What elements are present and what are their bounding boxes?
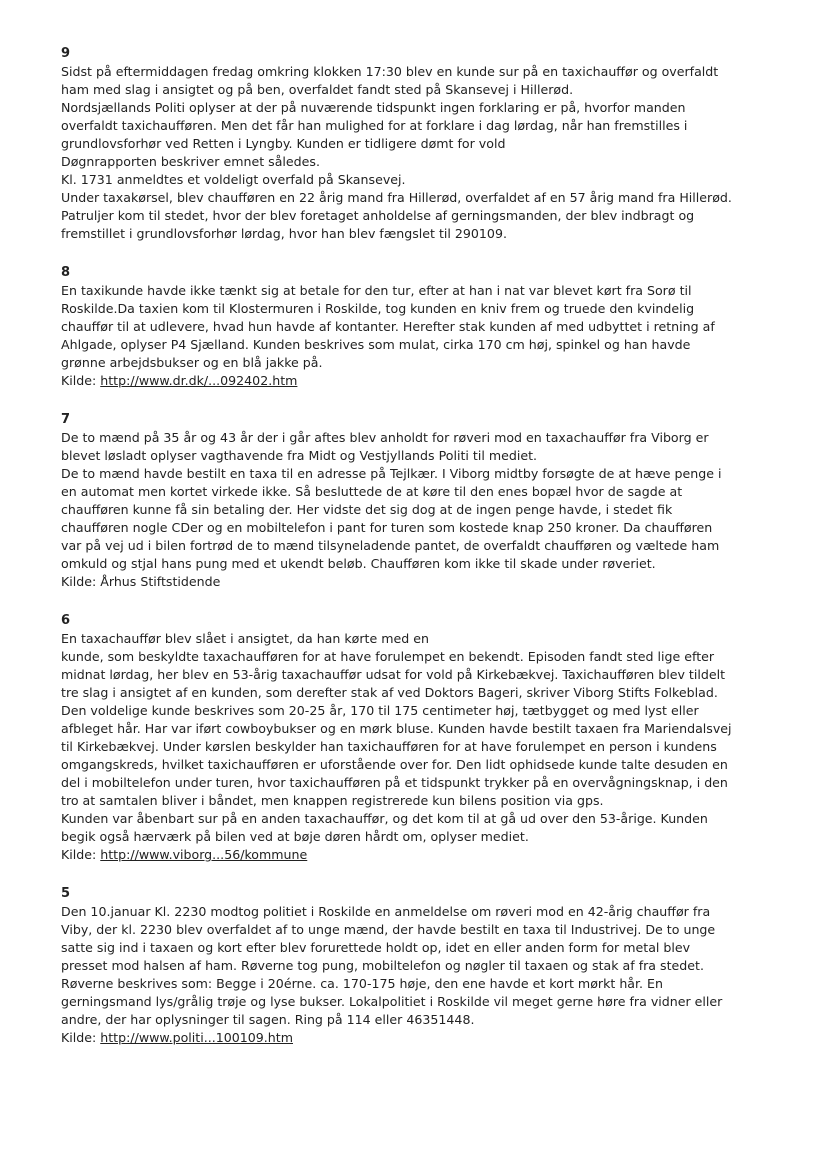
text-line: chaufføren kunne få sin betaling der. Her vidste det sig dog at de ingen penge havde, i stedet fik	[61, 502, 673, 517]
news-item	[61, 885, 790, 1047]
source-link[interactable]: http://www.dr.dk/...092402.htm	[100, 373, 298, 388]
text-line: chaufføren nogle CDer og en mobiltelefon i pant for turen som kostede knap 250 kroner. Da chaufføren	[61, 520, 713, 535]
news-item	[61, 411, 790, 591]
text-line: De to mænd på 35 år og 43 år der i går aftes blev anholdt for røveri mod en taxachauffør fra Viborg er	[61, 430, 709, 445]
text-line: blevet løsladt oplyser vagthavende fra Midt og Vestjyllands Politi til mediet.	[61, 448, 538, 463]
text-line: en automat men kortet virkede ikke. Så besluttede de at køre til den enes bopæl hvor de sagde at	[61, 484, 683, 499]
item-text	[61, 63, 790, 243]
text-line: Døgnrapporten beskriver emnet således.	[61, 154, 320, 169]
text-line: En taxachauffør blev slået i ansigtet, da han kørte med en	[61, 631, 429, 646]
news-item	[61, 612, 790, 864]
text-line: omkuld og stjal hans pung med et ukendt beløb. Chaufføren kom ikke til skade under røveriet.	[61, 556, 656, 571]
text-line: De to mænd havde bestilt en taxa til en adresse på Tejlkær. I Viborg midtby forsøgte de at hæve penge i	[61, 466, 722, 481]
text-line: del i mobiltelefon under turen, hvor taxichaufføren på et tidspunkt trykker på en overvågningsknap, i den	[61, 775, 728, 790]
text-line: Røverne beskrives som: Begge i 20érne. ca. 170-175 høje, den ene havde et kort mørkt hår. En	[61, 976, 663, 991]
news-item	[61, 264, 790, 390]
text-line: andre, der har oplysninger til sagen. Ring på 114 eller 46351448.	[61, 1012, 475, 1027]
text-line: chauffør til at udlevere, hvad hun havde af kontanter. Herefter stak kunden af med udbyttet i retning af	[61, 319, 715, 334]
text-line: grundlovsforhør ved Retten i Lyngby. Kunden er tidligere dømt for vold	[61, 136, 506, 151]
text-line: Kilde: Århus Stiftstidende	[61, 574, 221, 589]
text-line: satte sig ind i taxaen og kort efter blev forurettede holdt op, idet en eller anden form for metal blev	[61, 940, 691, 955]
item-number: 8	[61, 265, 71, 280]
text-line: fremstillet i grundlovsforhør lørdag, hvor han blev fængslet til 290109.	[61, 226, 507, 241]
text-line: ham med slag i ansigtet og på ben, overfaldet fandt sted på Skansevej i Hillerød.	[61, 82, 574, 97]
source-line	[61, 1029, 790, 1047]
text-line: Ahlgade, oplyser P4 Sjælland. Kunden beskrives som mulat, cirka 170 cm høj, spinkel og han havde	[61, 337, 691, 352]
item-number: 7	[61, 412, 71, 427]
text-line: Nordsjællands Politi oplyser at der på nuværende tidspunkt ingen forklaring er på, hvorfor manden	[61, 100, 686, 115]
text-line: gerningsmand lys/grålig trøje og lyse bukser. Lokalpolitiet i Roskilde vil meget gerne høre fra vidner eller	[61, 994, 723, 1009]
text-line: omgangskreds, hvilket taxichaufføren er uforstående over for. Den lidt ophidsede kunde talte desuden en	[61, 757, 728, 772]
source-line	[61, 846, 790, 864]
item-number: 5	[61, 886, 71, 901]
text-line: grønne arbejdsbukser og en blå jakke på.	[61, 355, 323, 370]
text-line: Kl. 1731 anmeldtes et voldeligt overfald på Skansevej.	[61, 172, 406, 187]
text-line: presset mod halsen af ham. Røverne tog pung, mobiltelefon og nøgler til taxaen og stak af fra stedet.	[61, 958, 704, 973]
text-line: begik også hærværk på bilen ved at bøje døren hårdt om, oplyser mediet.	[61, 829, 529, 844]
source-link[interactable]: http://www.politi...100109.htm	[100, 1030, 293, 1045]
text-line: Den voldelige kunde beskrives som 20-25 år, 170 til 175 centimeter høj, tætbygget og med lyst eller	[61, 703, 699, 718]
news-sections	[61, 45, 790, 1047]
source-line	[61, 372, 790, 390]
text-line: Under taxakørsel, blev chaufføren en 22 årig mand fra Hillerød, overfaldet af en 57 årig mand fra Hillerød.	[61, 190, 732, 205]
news-item	[61, 45, 790, 243]
source-label: Kilde:	[61, 847, 97, 862]
item-number: 9	[61, 46, 71, 61]
text-line: Kunden var åbenbart sur på en anden taxachauffør, og det kom til at gå ud over den 53-årige. Kunden	[61, 811, 708, 826]
text-line: tre slag i ansigtet af en kunden, som derefter stak af ved Doktors Bageri, skriver Viborg Stifts Folkeblad.	[61, 685, 718, 700]
item-text	[61, 903, 790, 1029]
text-line: En taxikunde havde ikke tænkt sig at betale for den tur, efter at han i nat var blevet kørt fra Sorø til	[61, 283, 692, 298]
source-label: Kilde:	[61, 373, 97, 388]
item-text	[61, 630, 790, 846]
text-line: til Kirkebækvej. Under kørslen beskylder han taxichaufføren for at have forulempet en person i kundens	[61, 739, 717, 754]
text-line: Viby, der kl. 2230 blev overfaldet af to unge mænd, der havde bestilt en taxa til Industrivej. De to unge	[61, 922, 716, 937]
item-number: 6	[61, 613, 71, 628]
text-line: var på vej ud i bilen fortrød de to mænd tilsyneladende pantet, de overfaldt chaufføren og væltede ham	[61, 538, 720, 553]
text-line: tro at samtalen bliver i båndet, men knappen registrerede kun bilens position via gps.	[61, 793, 604, 808]
text-line: afbleget hår. Har var iført cowboybukser og en mørk bluse. Kunden havde bestilt taxaen fra Mariendalsvej	[61, 721, 732, 736]
text-line: kunde, som beskyldte taxachaufføren for at have forulempet en bekendt. Episoden fandt sted lige efter	[61, 649, 715, 664]
text-line: midnat lørdag, her blev en 53-årig taxachauffør udsat for vold på Kirkebækvej. Taxichaufføren blev tildelt	[61, 667, 726, 682]
source-link[interactable]: http://www.viborg...56/kommune	[100, 847, 308, 862]
item-text	[61, 429, 790, 591]
source-label: Kilde:	[61, 1030, 97, 1045]
text-line: Patruljer kom til stedet, hvor der blev foretaget anholdelse af gerningsmanden, der blev indbragt og	[61, 208, 695, 223]
text-line: Roskilde.Da taxien kom til Klostermuren i Roskilde, tog kunden en kniv frem og truede den kvindelig	[61, 301, 695, 316]
text-line: Sidst på eftermiddagen fredag omkring klokken 17:30 blev en kunde sur på en taxichauffør og overfaldt	[61, 64, 719, 79]
text-line: overfaldt taxichaufføren. Men det får han mulighed for at forklare i dag lørdag, når han fremstilles i	[61, 118, 688, 133]
item-text	[61, 282, 790, 372]
text-line: Den 10.januar Kl. 2230 modtog politiet i Roskilde en anmeldelse om røveri mod en 42-årig chauffør fra	[61, 904, 711, 919]
